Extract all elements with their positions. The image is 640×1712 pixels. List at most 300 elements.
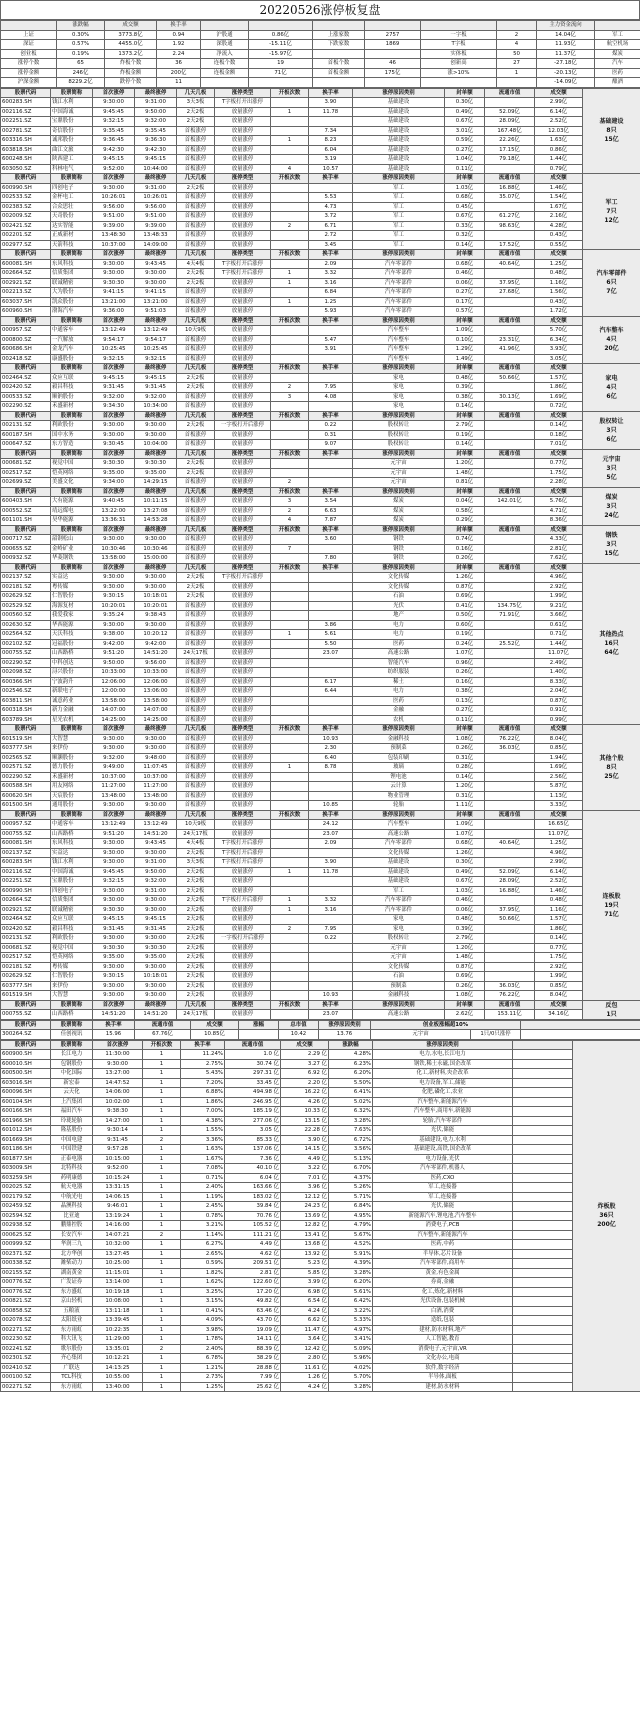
summary-header-cell bbox=[421, 21, 497, 31]
column-header: 几天几板 bbox=[177, 449, 215, 459]
turnover-amount: 1.63亿 bbox=[535, 136, 583, 146]
limit-reason: 纺织服装 bbox=[353, 668, 445, 678]
board-count: 首板涨停 bbox=[177, 782, 215, 792]
summary-cell: 沪股通 bbox=[201, 30, 249, 40]
stock-code: 002116.SZ bbox=[1, 107, 51, 117]
stock-code: 600283.SH bbox=[1, 858, 51, 868]
chinext-cell: 10.42 bbox=[279, 1030, 319, 1040]
broken-board-cell: 002410.SZ bbox=[1, 1363, 51, 1373]
board-count: 24天17板 bbox=[177, 829, 215, 839]
board-count: 首板涨停 bbox=[177, 506, 215, 516]
column-header: 最终涨停 bbox=[135, 411, 177, 421]
broken-board-header-cell: 涨跌幅 bbox=[329, 1040, 373, 1050]
limit-type: 放量涨停 bbox=[215, 145, 271, 155]
open-count: 1 bbox=[271, 630, 309, 640]
first-limit-time: 9:32:00 bbox=[93, 392, 135, 402]
summary-cell bbox=[249, 78, 313, 88]
broken-board-cell: 2 bbox=[143, 1135, 181, 1145]
column-header: 首次涨停 bbox=[93, 250, 135, 260]
stock-code: 000800.SZ bbox=[1, 335, 51, 345]
summary-header-cell: 主力资金流向 bbox=[537, 21, 595, 31]
open-count bbox=[271, 744, 309, 754]
limit-reason: 高速公路 bbox=[353, 1010, 445, 1020]
limit-type: 放量涨停 bbox=[215, 820, 271, 830]
broken-board-cell: 6.20% bbox=[329, 1069, 373, 1079]
first-limit-time: 14:07:00 bbox=[93, 706, 135, 716]
broken-board-cell: 11:30:00 bbox=[93, 1050, 143, 1060]
final-limit-time: 9:32:00 bbox=[135, 392, 177, 402]
broken-board-spacer bbox=[513, 1135, 573, 1145]
chinext-cell: 10.85亿 bbox=[191, 1030, 239, 1040]
section-header-row bbox=[1, 487, 640, 497]
final-limit-time: 9:30:30 bbox=[135, 943, 177, 953]
limit-reason: 轮胎 bbox=[353, 801, 445, 811]
seal-amount: 0.17亿 bbox=[445, 297, 485, 307]
broken-board-cell: 002241.SZ bbox=[1, 1344, 51, 1354]
final-limit-time: 9:36:30 bbox=[135, 136, 177, 146]
broken-board-cell: 1 bbox=[143, 1354, 181, 1364]
broken-board-row bbox=[1, 1088, 640, 1098]
limit-reason: 股权转让 bbox=[353, 421, 445, 431]
stock-name: 浔兴股份 bbox=[51, 668, 93, 678]
float-market-cap: 37.95亿 bbox=[485, 905, 535, 915]
stock-code: 603811.SH bbox=[1, 696, 51, 706]
turnover-amount: 16.65亿 bbox=[535, 820, 583, 830]
stock-code: 000681.SZ bbox=[1, 459, 51, 469]
stock-name: 合众思壮 bbox=[51, 202, 93, 212]
limit-reason: 股权转让 bbox=[353, 430, 445, 440]
broken-board-cell: 9:30:14 bbox=[93, 1126, 143, 1136]
turnover-amount: 0.43亿 bbox=[535, 297, 583, 307]
section-label: 基础建设 8只 15亿 bbox=[583, 88, 640, 174]
broken-board-cell: 1 bbox=[143, 1268, 181, 1278]
column-header: 流通市值 bbox=[485, 316, 535, 326]
broken-board-cell: 111.21 亿 bbox=[225, 1230, 281, 1240]
section-header-row bbox=[1, 174, 640, 184]
stock-name: 禾盛新材 bbox=[51, 772, 93, 782]
stock-code: 002517.SZ bbox=[1, 953, 51, 963]
stock-row bbox=[1, 288, 640, 298]
turnover-amount: 1.86亿 bbox=[535, 383, 583, 393]
stock-code: 000533.SZ bbox=[1, 392, 51, 402]
turnover-rate: 3.86 bbox=[309, 620, 353, 630]
broken-board-cell: 9:38:30 bbox=[93, 1107, 143, 1117]
limit-type: 放量涨停 bbox=[215, 991, 271, 1001]
stock-row bbox=[1, 915, 640, 925]
stock-name: 中通客车 bbox=[51, 820, 93, 830]
turnover-amount: 6.14亿 bbox=[535, 107, 583, 117]
column-header: 成交额 bbox=[535, 411, 583, 421]
stock-code: 002251.SZ bbox=[1, 877, 51, 887]
limit-reason: 锂电池 bbox=[353, 772, 445, 782]
float-market-cap bbox=[485, 98, 535, 108]
broken-board-cell: 消费电子,元宇宙,VR bbox=[373, 1344, 513, 1354]
column-header: 流通市值 bbox=[485, 810, 535, 820]
limit-reason: 石油 bbox=[353, 972, 445, 982]
float-market-cap bbox=[485, 801, 535, 811]
first-limit-time: 11:27:00 bbox=[93, 782, 135, 792]
broken-board-cell: 中航光电 bbox=[51, 1192, 93, 1202]
limit-reason: 汽车零部件 bbox=[353, 896, 445, 906]
first-limit-time: 10:25:45 bbox=[93, 345, 135, 355]
broken-board-cell: 长江电力 bbox=[51, 1050, 93, 1060]
first-limit-time: 10:26:01 bbox=[93, 193, 135, 203]
broken-board-cell: 长安汽车 bbox=[51, 1230, 93, 1240]
stock-name: 昊华能源 bbox=[51, 516, 93, 526]
broken-board-cell: 1.63% bbox=[181, 1145, 225, 1155]
stock-name: 众应互联 bbox=[51, 373, 93, 383]
limit-reason: 汽车零部件 bbox=[353, 307, 445, 317]
board-count: 首板涨停 bbox=[177, 497, 215, 507]
seal-amount: 0.20亿 bbox=[445, 554, 485, 564]
open-count: 1 bbox=[271, 107, 309, 117]
stock-row bbox=[1, 326, 640, 336]
column-header: 涨停类型 bbox=[215, 487, 271, 497]
open-count: 1 bbox=[271, 867, 309, 877]
broken-board-header-spacer bbox=[513, 1040, 573, 1050]
first-limit-time: 9:42:00 bbox=[93, 639, 135, 649]
broken-board-cell: 白酒,消费 bbox=[373, 1306, 513, 1316]
final-limit-time: 9:45:15 bbox=[135, 373, 177, 383]
limit-reason: 股权转让 bbox=[353, 934, 445, 944]
stock-name: 众应互联 bbox=[51, 915, 93, 925]
stock-code: 002290.SZ bbox=[1, 772, 51, 782]
column-header: 换手率 bbox=[309, 725, 353, 735]
seal-amount: 2.79亿 bbox=[445, 934, 485, 944]
limit-reason: 稀土 bbox=[353, 677, 445, 687]
open-count bbox=[271, 354, 309, 364]
column-header: 涨停原因类别 bbox=[353, 487, 445, 497]
final-limit-time: 10:37:00 bbox=[135, 772, 177, 782]
limit-type: T字板打开后涨停 bbox=[215, 858, 271, 868]
broken-board-cell: 北方华创 bbox=[51, 1249, 93, 1259]
seal-amount: 0.19亿 bbox=[445, 430, 485, 440]
stock-row bbox=[1, 677, 640, 687]
float-market-cap: 52.09亿 bbox=[485, 107, 535, 117]
final-limit-time: 9:30:00 bbox=[135, 430, 177, 440]
stock-name: 东方智造 bbox=[51, 440, 93, 450]
stock-name: 山西路桥 bbox=[51, 1010, 93, 1020]
broken-board-cell: 122.60 亿 bbox=[225, 1278, 281, 1288]
column-header: 股票代码 bbox=[1, 810, 51, 820]
broken-board-spacer bbox=[513, 1173, 573, 1183]
first-limit-time: 9:50:00 bbox=[93, 658, 135, 668]
limit-type: 放量涨停 bbox=[215, 506, 271, 516]
limit-reason: 汽车零部件 bbox=[353, 905, 445, 915]
final-limit-time: 11:07:45 bbox=[135, 763, 177, 773]
stock-code: 601519.SH bbox=[1, 991, 51, 1001]
turnover-rate: 2.72 bbox=[309, 231, 353, 241]
stock-name: 华菱钢铁 bbox=[51, 554, 93, 564]
broken-board-cell: 25.62 亿 bbox=[225, 1382, 281, 1392]
seal-amount: 0.30亿 bbox=[445, 858, 485, 868]
stock-name: 东风科技 bbox=[51, 839, 93, 849]
broken-board-cell: 2.45% bbox=[181, 1202, 225, 1212]
broken-board-cell: 1.19% bbox=[181, 1192, 225, 1202]
turnover-rate bbox=[309, 117, 353, 127]
broken-board-cell: 东方雨虹 bbox=[51, 1325, 93, 1335]
summary-header-cell bbox=[595, 21, 640, 31]
broken-board-cell: 3.28% bbox=[329, 1382, 373, 1392]
stock-row bbox=[1, 430, 640, 440]
open-count bbox=[271, 991, 309, 1001]
stock-row bbox=[1, 107, 640, 117]
section-label: 反包 1只 bbox=[583, 1000, 640, 1019]
float-market-cap bbox=[485, 687, 535, 697]
turnover-rate bbox=[309, 668, 353, 678]
stock-row bbox=[1, 867, 640, 877]
broken-board-spacer bbox=[513, 1164, 573, 1174]
limit-type: 放量涨停 bbox=[215, 886, 271, 896]
turnover-amount: 1.69亿 bbox=[535, 763, 583, 773]
turnover-amount: 1.86亿 bbox=[535, 924, 583, 934]
broken-board-spacer bbox=[513, 1202, 573, 1212]
seal-amount: 0.69亿 bbox=[445, 592, 485, 602]
chinext-header-cell: 流通市值 bbox=[135, 1020, 191, 1030]
turnover-rate: 3.91 bbox=[309, 345, 353, 355]
first-limit-time: 9:45:45 bbox=[93, 107, 135, 117]
first-limit-time: 9:36:45 bbox=[93, 136, 135, 146]
broken-board-cell: 北特科技 bbox=[51, 1164, 93, 1174]
first-limit-time: 9:36:00 bbox=[93, 307, 135, 317]
broken-board-cell: 齐心集团 bbox=[51, 1354, 93, 1364]
title-table bbox=[0, 0, 640, 20]
broken-board-cell: 6.04 亿 bbox=[225, 1173, 281, 1183]
stock-row bbox=[1, 991, 640, 1001]
column-header: 首次涨停 bbox=[93, 487, 135, 497]
board-count: 首板涨停 bbox=[177, 392, 215, 402]
stock-code: 002664.SZ bbox=[1, 896, 51, 906]
open-count bbox=[271, 573, 309, 583]
final-limit-time: 10:34:00 bbox=[135, 402, 177, 412]
limit-reason: 农机 bbox=[353, 715, 445, 725]
broken-board-cell: 3.28% bbox=[329, 1116, 373, 1126]
column-header: 股票代码 bbox=[1, 1000, 51, 1010]
stock-code: 002464.SZ bbox=[1, 373, 51, 383]
broken-board-cell: 6.92 亿 bbox=[281, 1069, 329, 1079]
broken-board-cell: 002230.SZ bbox=[1, 1335, 51, 1345]
stock-code: 002009.SZ bbox=[1, 212, 51, 222]
turnover-amount: 8.36亿 bbox=[535, 516, 583, 526]
column-header: 几天几板 bbox=[177, 88, 215, 98]
column-header: 成交额 bbox=[535, 316, 583, 326]
limit-reason: 汽车零部件 bbox=[353, 297, 445, 307]
limit-type: 放量涨停 bbox=[215, 468, 271, 478]
column-header: 首次涨停 bbox=[93, 725, 135, 735]
float-market-cap bbox=[485, 354, 535, 364]
board-count: 10天9板 bbox=[177, 326, 215, 336]
first-limit-time: 9:49:00 bbox=[93, 763, 135, 773]
turnover-amount: 8.04亿 bbox=[535, 991, 583, 1001]
stock-row bbox=[1, 934, 640, 944]
limit-reason: 基础建设 bbox=[353, 164, 445, 174]
section-label: 连板股 19只 71亿 bbox=[583, 810, 640, 1000]
limit-reason: 基础建设 bbox=[353, 145, 445, 155]
broken-board-cell: 建材,防水材料 bbox=[373, 1382, 513, 1392]
broken-board-cell: 002371.SZ bbox=[1, 1249, 51, 1259]
stock-row bbox=[1, 164, 640, 174]
column-header: 封单额 bbox=[445, 449, 485, 459]
stock-row bbox=[1, 155, 640, 165]
final-limit-time: 9:30:00 bbox=[135, 962, 177, 972]
stock-name: 诚邦股份 bbox=[51, 136, 93, 146]
stock-name: 视觉中国 bbox=[51, 459, 93, 469]
broken-board-cell: 10:32:00 bbox=[93, 1240, 143, 1250]
open-count bbox=[271, 592, 309, 602]
float-market-cap bbox=[485, 459, 535, 469]
broken-board-spacer bbox=[513, 1107, 573, 1117]
seal-amount: 0.39亿 bbox=[445, 924, 485, 934]
column-header: 股票简称 bbox=[51, 725, 93, 735]
column-header: 封单额 bbox=[445, 487, 485, 497]
seal-amount: 0.41亿 bbox=[445, 601, 485, 611]
broken-board-cell: 1.86% bbox=[181, 1097, 225, 1107]
final-limit-time: 14:07:00 bbox=[135, 706, 177, 716]
broken-board-cell: 10:22:35 bbox=[93, 1325, 143, 1335]
chinext-spacer bbox=[521, 1030, 640, 1040]
open-count bbox=[271, 535, 309, 545]
broken-board-cell: 2.40% bbox=[181, 1344, 225, 1354]
limit-type: 放量涨停 bbox=[215, 240, 271, 250]
broken-board-cell: 6.84% bbox=[329, 1202, 373, 1212]
limit-type: 放量涨停 bbox=[215, 763, 271, 773]
open-count: 1 bbox=[271, 136, 309, 146]
column-header: 成交额 bbox=[535, 88, 583, 98]
stock-row bbox=[1, 886, 640, 896]
turnover-amount: 1.25亿 bbox=[535, 839, 583, 849]
turnover-rate bbox=[309, 877, 353, 887]
final-limit-time: 9:30:00 bbox=[135, 981, 177, 991]
limit-type: 放量涨停 bbox=[215, 630, 271, 640]
float-market-cap bbox=[485, 962, 535, 972]
turnover-rate: 6.71 bbox=[309, 221, 353, 231]
float-market-cap bbox=[485, 544, 535, 554]
board-count: 2天2板 bbox=[177, 886, 215, 896]
seal-amount: 0.24亿 bbox=[445, 639, 485, 649]
board-count: 2天2板 bbox=[177, 991, 215, 1001]
column-header: 首次涨停 bbox=[93, 525, 135, 535]
seal-amount: 1.26亿 bbox=[445, 573, 485, 583]
limit-type: 放量涨停 bbox=[215, 117, 271, 127]
first-limit-time: 9:30:00 bbox=[93, 620, 135, 630]
final-limit-time: 10:20:01 bbox=[135, 601, 177, 611]
stock-row bbox=[1, 829, 640, 839]
stock-row bbox=[1, 649, 640, 659]
open-count bbox=[271, 915, 309, 925]
broken-board-cell: 1 bbox=[143, 1069, 181, 1079]
board-count: 首板涨停 bbox=[177, 193, 215, 203]
seal-amount: 0.46亿 bbox=[445, 269, 485, 279]
stock-row bbox=[1, 715, 640, 725]
broken-board-table bbox=[0, 1040, 640, 1393]
column-header: 封单额 bbox=[445, 250, 485, 260]
column-header: 股票简称 bbox=[51, 316, 93, 326]
turnover-amount: 0.85亿 bbox=[535, 744, 583, 754]
broken-board-cell: 汽车整车,新能源汽车 bbox=[373, 1097, 513, 1107]
limit-type: 放量涨停 bbox=[215, 354, 271, 364]
broken-board-cell: 新能源汽车,锂电池,汽车整车 bbox=[373, 1211, 513, 1221]
broken-board-spacer bbox=[513, 1116, 573, 1126]
open-count bbox=[271, 981, 309, 991]
limit-reason: 物业管理 bbox=[353, 791, 445, 801]
column-header: 最终涨停 bbox=[135, 563, 177, 573]
broken-board-cell: 5.85 亿 bbox=[281, 1268, 329, 1278]
broken-board-spacer bbox=[513, 1354, 573, 1364]
limit-type: 放量涨停 bbox=[215, 544, 271, 554]
broken-board-cell: 1 bbox=[143, 1126, 181, 1136]
turnover-amount: 3.33亿 bbox=[535, 801, 583, 811]
broken-board-cell: 14:47:52 bbox=[93, 1078, 143, 1088]
stock-code: 002418.SZ bbox=[1, 354, 51, 364]
open-count bbox=[271, 155, 309, 165]
broken-board-cell: 70.76 亿 bbox=[225, 1211, 281, 1221]
float-market-cap: 71.91亿 bbox=[485, 611, 535, 621]
broken-board-cell: 电力设备,军工,储能 bbox=[373, 1078, 513, 1088]
limit-reason: 文化传媒 bbox=[353, 962, 445, 972]
broken-board-cell: 6.54 亿 bbox=[281, 1297, 329, 1307]
board-count: 首板涨停 bbox=[177, 554, 215, 564]
summary-cell: 0.19% bbox=[57, 49, 105, 59]
market-summary-table bbox=[0, 20, 640, 88]
limit-reason: 预制菜 bbox=[353, 981, 445, 991]
column-header: 开板次数 bbox=[271, 563, 309, 573]
column-header: 涨停原因类别 bbox=[353, 411, 445, 421]
broken-board-row bbox=[1, 1325, 640, 1335]
summary-cell: 一字板 bbox=[421, 30, 497, 40]
broken-board-cell: 7.99 亿 bbox=[225, 1373, 281, 1383]
stock-code: 600187.SH bbox=[1, 430, 51, 440]
turnover-amount: 0.43亿 bbox=[535, 231, 583, 241]
stock-name: 中科创达 bbox=[51, 658, 93, 668]
summary-cell bbox=[313, 49, 365, 59]
turnover-rate bbox=[309, 706, 353, 716]
summary-cell: 200亿 bbox=[157, 68, 201, 78]
summary-header-cell bbox=[249, 21, 313, 31]
broken-board-cell: 13:40:00 bbox=[93, 1382, 143, 1392]
chinext-header-cell: 涨幅 bbox=[239, 1020, 279, 1030]
turnover-amount: 2.16亿 bbox=[535, 212, 583, 222]
broken-board-cell: 2 bbox=[143, 1344, 181, 1354]
stock-row bbox=[1, 839, 640, 849]
broken-board-row bbox=[1, 1344, 640, 1354]
stock-code: 000755.SZ bbox=[1, 829, 51, 839]
column-header: 几天几板 bbox=[177, 316, 215, 326]
broken-board-cell: 4.24 亿 bbox=[281, 1382, 329, 1392]
limit-type: 放量涨停 bbox=[215, 715, 271, 725]
seal-amount: 0.68亿 bbox=[445, 839, 485, 849]
stock-name: 奇信股份 bbox=[51, 126, 93, 136]
broken-board-cell: 1 bbox=[143, 1306, 181, 1316]
open-count bbox=[271, 943, 309, 953]
broken-board-cell: 4.26 亿 bbox=[281, 1097, 329, 1107]
final-limit-time: 10:33:00 bbox=[135, 668, 177, 678]
stock-name: 来伊份 bbox=[51, 981, 93, 991]
broken-board-cell: 12.42 亿 bbox=[281, 1344, 329, 1354]
turnover-amount: 1.57亿 bbox=[535, 915, 583, 925]
board-count: 首板涨停 bbox=[177, 715, 215, 725]
column-header: 首次涨停 bbox=[93, 174, 135, 184]
stock-code: 002571.SZ bbox=[1, 763, 51, 773]
column-header: 换手率 bbox=[309, 449, 353, 459]
broken-board-cell: 6.41% bbox=[329, 1088, 373, 1098]
seal-amount: 0.33亿 bbox=[445, 221, 485, 231]
limit-type: 放量涨停 bbox=[215, 221, 271, 231]
column-header: 首次涨停 bbox=[93, 810, 135, 820]
turnover-amount: 1.13亿 bbox=[535, 791, 583, 801]
limit-type: 一字板打开后涨停 bbox=[215, 934, 271, 944]
board-count: 2天2板 bbox=[177, 269, 215, 279]
stock-row bbox=[1, 753, 640, 763]
